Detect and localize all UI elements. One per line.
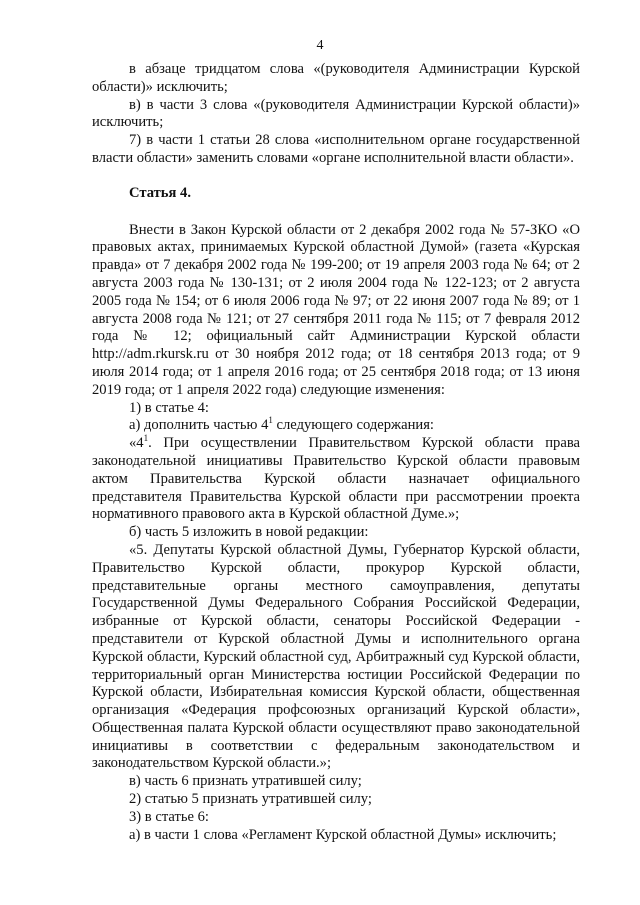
item-2: 2) статью 5 признать утратившей силу;: [129, 791, 372, 808]
paragraph-abzac-30: в абзаце тридцатом слова «(руководителя Администрации Курской области)» исключить;: [92, 61, 580, 95]
quote-4-1-text: . При осуществлении Правительством Курской области права законодательной инициативы Правительство Курской области правовым актом Правительства Курской области назначает официального представителя Правительства Курской области при рассмотрении проекта нормативного правового акта в Курской областной Думе.»;: [92, 435, 580, 523]
article-title: Статья 4.: [129, 184, 191, 201]
quote-part-5: «5. Депутаты Курской областной Думы, Губернатор Курской области, Правительство Курской области, прокурор Курской области, представительные органы местного самоуправления, депутаты Государственной Думы Федерального Собрания Российской Федерации, избранные от Курской области, сенаторы Российской Федерации - представители от Курской областной Думы и исполнительного органа Курской области, Курский областной суд, Арбитражный суд Курской области, территориальный орган Министерства юстиции Российской Федерации по Курской области, Избирательная комиссия Курской области, общественная организация «Федерация профсоюзных организаций Курской области», Общественная палата Курской области осуществляют право законодательной инициативы в соответствии с федеральным законодательством и законодательством Курской области.»;: [92, 541, 580, 772]
paragraph-part-3: в) в части 3 слова «(руководителя Администрации Курской области)» исключить;: [92, 96, 580, 131]
quote-4-1-before: «4: [129, 435, 144, 452]
item-1b: б) часть 5 изложить в новой редакции:: [129, 524, 369, 541]
item-3: 3) в статье 6:: [129, 808, 209, 825]
quote-part-4-1: [92, 435, 580, 524]
item-1c: в) часть 6 признать утратившей силу;: [129, 773, 362, 790]
item-1a-sup: 1: [268, 415, 273, 426]
page-number: 4: [316, 38, 324, 53]
document-body: [92, 61, 580, 844]
item-1: 1) в статье 4:: [129, 399, 209, 416]
item-3a: а) в части 1 слова «Регламент Курской областной Думы» исключить;: [129, 826, 557, 843]
item-1a: [92, 417, 580, 435]
article-intro: Внести в Закон Курской области от 2 декабря 2002 года № 57-ЗКО «О правовых актах, принимаемых Курской областной Думой» (газета «Курская правда» от 7 декабря 2002 года № 199-200; от 19 апреля 2003 года № 64; от 2 августа 2003 года № 130-131; от 2 июля 2004 года № 122-123; от 2 августа 2005 года № 154; от 6 июля 2006 года № 97; от 22 июня 2007 года № 89; от 1 августа 2008 года № 121; от 27 сентября 2011 года № 115; от 7 февраля 2012 года № 12; официальный сайт Администрации Курской области http://adm.rkursk.ru от 30 ноября 2012 года; от 18 сентября 2013 года; от 9 июля 2014 года; от 1 апреля 2016 года; от 25 сентября 2018 года; от 13 июня 2019 года; от 1 апреля 2022 года) следующие изменения:: [92, 221, 580, 398]
quote-4-1-sup: 1: [143, 433, 149, 444]
item-1a-after: следующего содержания:: [272, 417, 434, 434]
item-1a-before: а) дополнить частью 4: [129, 417, 269, 434]
paragraph-item-7: 7) в части 1 статьи 28 слова «исполнительном органе государственной власти области» заменить словами «органе исполнительной власти области».: [92, 132, 580, 166]
